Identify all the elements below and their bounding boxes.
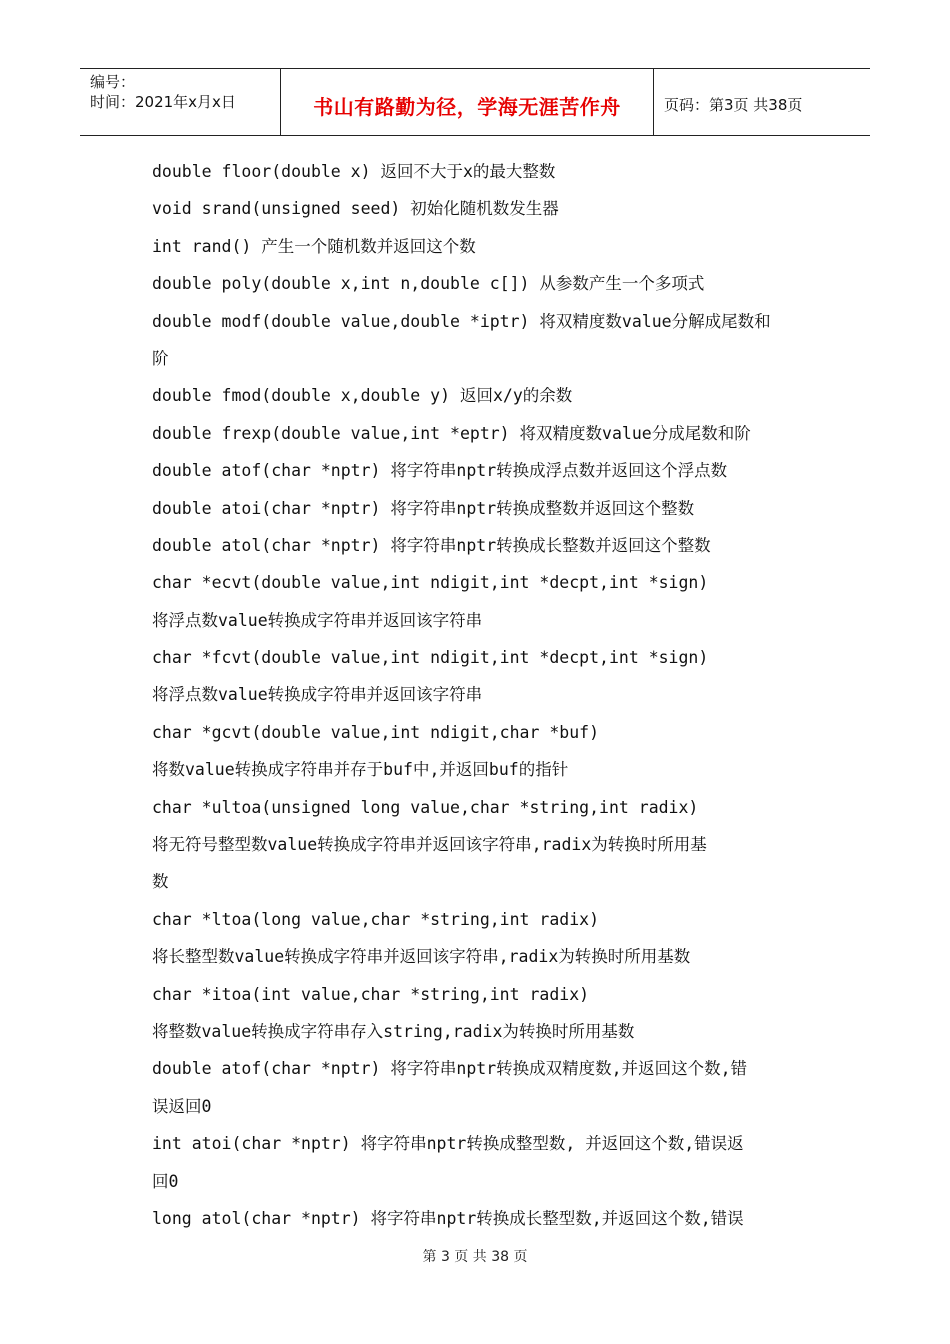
header-motto: 书山有路勤为径，学海无涯苦作舟 [281, 69, 654, 135]
text-line: long atol(char *nptr) 将字符串nptr转换成长整型数,并返回这个数,错误 [152, 1208, 744, 1228]
document-body [152, 153, 812, 1237]
text-line: double atoi(char *nptr) 将字符串nptr转换成整数并返回这个整数 [152, 498, 695, 518]
text-line: 数 [152, 872, 169, 892]
text-line: double poly(double x,int n,double c[]) 从参数产生一个多项式 [152, 274, 705, 294]
text-line: 将浮点数value转换成字符串并返回该字符串 [152, 685, 483, 705]
page-header [80, 68, 870, 136]
text-line: double floor(double x) 返回不大于x的最大整数 [152, 162, 556, 181]
text-line: 阶 [152, 348, 169, 368]
text-line: double atol(char *nptr) 将字符串nptr转换成长整数并返回这个整数 [152, 535, 711, 555]
time-label: 时间：2021年x月x日 [90, 93, 236, 111]
text-line: char *gcvt(double value,int ndigit,char *buf) [152, 722, 600, 742]
page-footer: 第 3 页 共 38 页 [422, 1249, 528, 1265]
text-line: 将数value转换成字符串并存于buf中,并返回buf的指针 [152, 760, 569, 780]
text-line: double atof(char *nptr) 将字符串nptr转换成浮点数并返回这个浮点数 [152, 461, 728, 481]
text-line: 将浮点数value转换成字符串并返回该字符串 [152, 610, 483, 630]
text-line: int rand() 产生一个随机数并返回这个数 [152, 236, 476, 256]
text-line: int atoi(char *nptr) 将字符串nptr转换成整型数, 并返回这个数,错误返 [152, 1134, 744, 1154]
text-line: char *ltoa(long value,char *string,int radix) [152, 909, 600, 929]
text-line: 回0 [152, 1171, 179, 1191]
text-line: char *itoa(int value,char *string,int radix) [152, 984, 590, 1004]
text-line: 将整数value转换成字符串存入string,radix为转换时所用基数 [152, 1021, 635, 1041]
text-line: double frexp(double value,int *eptr) 将双精度数value分成尾数和阶 [152, 423, 751, 443]
text-line: 将无符号整型数value转换成字符串并返回该字符串,radix为转换时所用基 [152, 835, 707, 855]
text-line: char *fcvt(double value,int ndigit,int *decpt,int *sign) [152, 648, 709, 668]
text-line: char *ecvt(double value,int ndigit,int *decpt,int *sign) [152, 573, 709, 593]
text-line: 将长整型数value转换成字符串并返回该字符串,radix为转换时所用基数 [152, 947, 691, 967]
number-label: 编号： [90, 73, 136, 91]
text-line: double modf(double value,double *iptr) 将双精度数value分解成尾数和 [152, 311, 771, 331]
text-line: 误返回0 [152, 1096, 212, 1116]
text-line: double fmod(double x,double y) 返回x/y的余数 [152, 386, 573, 406]
text-line: double atof(char *nptr) 将字符串nptr转换成双精度数,并返回这个数,错 [152, 1059, 748, 1079]
header-page-info: 页码：第3页 共38页 [664, 95, 803, 114]
text-line: char *ultoa(unsigned long value,char *string,int radix) [152, 797, 699, 817]
header-meta [80, 69, 281, 135]
text-line: void srand(unsigned seed) 初始化随机数发生器 [152, 199, 559, 219]
